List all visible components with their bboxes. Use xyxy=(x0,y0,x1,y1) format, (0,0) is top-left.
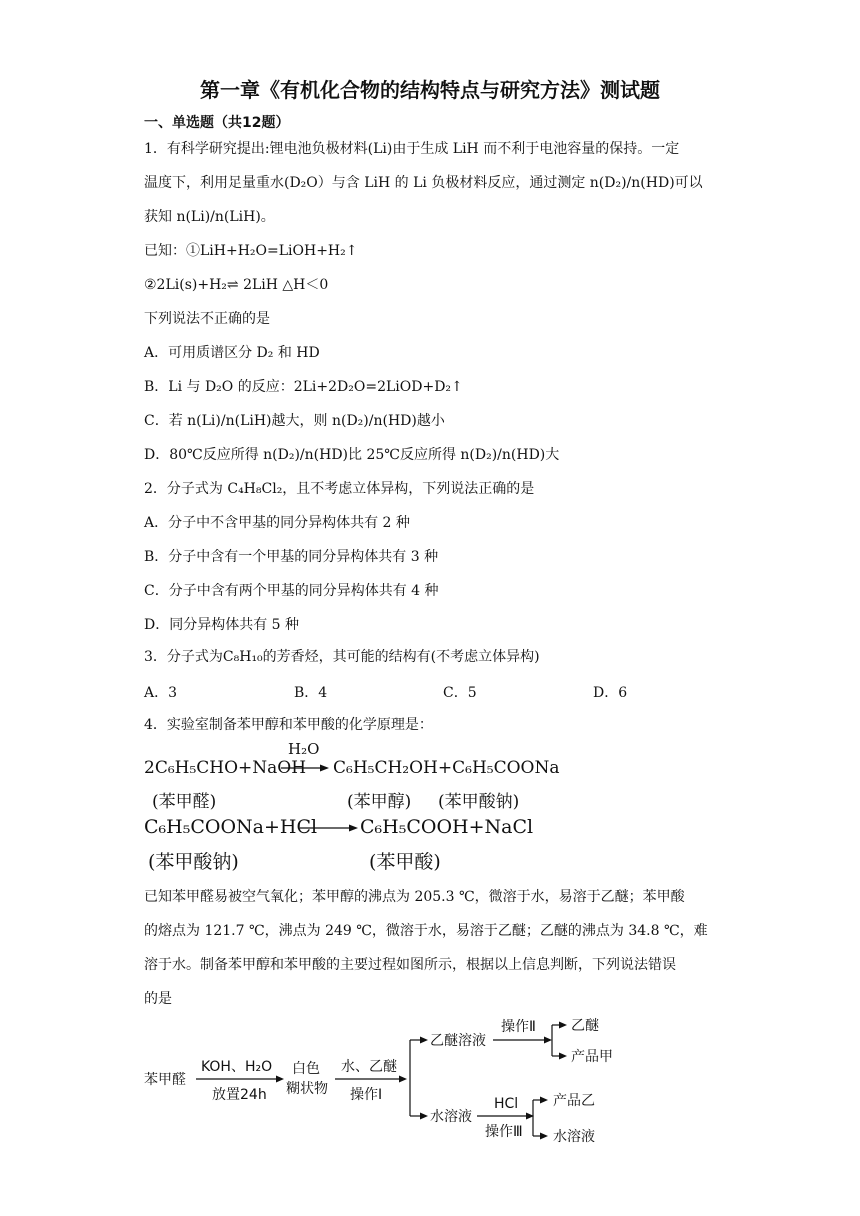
flow-output-product-b: 产品乙 xyxy=(553,1093,595,1109)
flow-intermediate-line1: 白色 xyxy=(292,1061,320,1077)
q1-line2: 温度下，利用足量重水(D₂O）与含 LiH 的 Li 负极材料反应，通过测定 n(D₂)/n(HD)可以 xyxy=(144,175,703,191)
q2-option-a: A．分子中不含甲基的同分异构体共有 2 种 xyxy=(144,515,410,531)
page-title: 第一章《有机化合物的结构特点与研究方法》测试题 xyxy=(200,78,660,102)
flow-output-ether: 乙醚 xyxy=(571,1018,599,1034)
q2-option-c: C．分子中含有两个甲基的同分异构体共有 4 种 xyxy=(144,583,439,599)
flow-arrow1-reagents: KOH、H₂O xyxy=(201,1059,273,1075)
reaction1-condition: H₂O xyxy=(288,740,320,758)
q4-para-line1: 已知苯甲醛易被空气氧化；苯甲醇的沸点为 205.3 ℃，微溶于水，易溶于乙醚；苯甲酸 xyxy=(144,889,685,905)
flow-ether-solution: 乙醚溶液 xyxy=(430,1033,486,1049)
reaction2-products: C₆H₅COOH+NaCl xyxy=(360,816,534,838)
q3-option-a: A．3 xyxy=(144,685,178,701)
reaction1-reactants: 2C₆H₅CHO+NaOH xyxy=(144,758,307,778)
q3-option-d: D．6 xyxy=(593,685,628,701)
q2-option-b: B．分子中含有一个甲基的同分异构体共有 3 种 xyxy=(144,549,439,565)
q1-option-c: C．若 n(Li)/n(LiH)越大，则 n(D₂)/n(HD)越小 xyxy=(144,413,445,429)
reaction1-name-benzaldehyde: (苯甲醛) xyxy=(152,792,217,812)
reaction2-name-sodium-benzoate: (苯甲酸钠) xyxy=(148,851,239,873)
flow-arrow2-reagents: 水、乙醚 xyxy=(341,1059,397,1075)
q2-option-d: D．同分异构体共有 5 种 xyxy=(144,617,300,633)
flow-start-benzaldehyde: 苯甲醛 xyxy=(144,1072,186,1088)
reaction2-name-benzoic-acid: (苯甲酸) xyxy=(369,851,441,873)
q4-para-line3: 溶于水。制备苯甲醇和苯甲酸的主要过程如图所示，根据以上信息判断，下列说法错误 xyxy=(144,957,676,973)
flow-hcl-label: HCl xyxy=(494,1096,519,1112)
q1-line1: 1．有科学研究提出:锂电池负极材料(Li)由于生成 LiH 而不利于电池容量的保持。一定 xyxy=(144,141,680,157)
flow-intermediate-line2: 糊状物 xyxy=(286,1081,328,1097)
flow-output-product-a: 产品甲 xyxy=(571,1049,613,1065)
reaction1-name-benzyl-alcohol: (苯甲醇) xyxy=(347,792,412,812)
q1-stem: 下列说法不正确的是 xyxy=(144,311,270,327)
reaction1-products: C₆H₅CH₂OH+C₆H₅COONa xyxy=(333,758,560,778)
q4-para-line4: 的是 xyxy=(144,991,172,1007)
q1-known1: 已知：①LiH+H₂O=LiOH+H₂↑ xyxy=(144,243,358,259)
q2-stem: 2．分子式为 C₄H₈Cl₂，且不考虑立体异构，下列说法正确的是 xyxy=(144,481,535,497)
q1-option-d: D．80℃反应所得 n(D₂)/n(HD)比 25℃反应所得 n(D₂)/n(HD)大 xyxy=(144,447,560,463)
section-heading: 一、单选题（共12题） xyxy=(144,115,290,131)
q1-option-a: A．可用质谱区分 D₂ 和 HD xyxy=(144,345,320,361)
flow-operation-1: 操作Ⅰ xyxy=(350,1087,383,1103)
q3-stem: 3．分子式为C₈H₁₀的芳香烃，其可能的结构有(不考虑立体异构) xyxy=(144,649,540,665)
q1-known2: ②2Li(s)+H₂⇌ 2LiH △H＜0 xyxy=(144,277,329,293)
q4-para-line2: 的熔点为 121.7 ℃，沸点为 249 ℃，微溶于水，易溶于乙醚；乙醚的沸点为 34.8 ℃，难 xyxy=(144,923,708,939)
q3-option-b: B．4 xyxy=(294,685,328,701)
reaction2-reactants: C₆H₅COONa+HCl xyxy=(144,816,318,838)
flow-aqueous-solution: 水溶液 xyxy=(430,1109,472,1125)
flow-arrow1-condition: 放置24h xyxy=(212,1087,267,1103)
q1-option-b: B．Li 与 D₂O 的反应：2Li+2D₂O=2LiOD+D₂↑ xyxy=(144,379,463,395)
flow-operation-3: 操作Ⅲ xyxy=(485,1124,523,1140)
reaction1-name-sodium-benzoate: (苯甲酸钠) xyxy=(438,792,520,812)
flow-output-aqueous: 水溶液 xyxy=(553,1129,595,1145)
q4-stem: 4．实验室制备苯甲醇和苯甲酸的化学原理是： xyxy=(144,717,433,733)
q3-option-c: C．5 xyxy=(443,685,477,701)
flow-operation-2: 操作Ⅱ xyxy=(501,1019,536,1035)
q1-line3: 获知 n(Li)/n(LiH)。 xyxy=(144,209,275,225)
